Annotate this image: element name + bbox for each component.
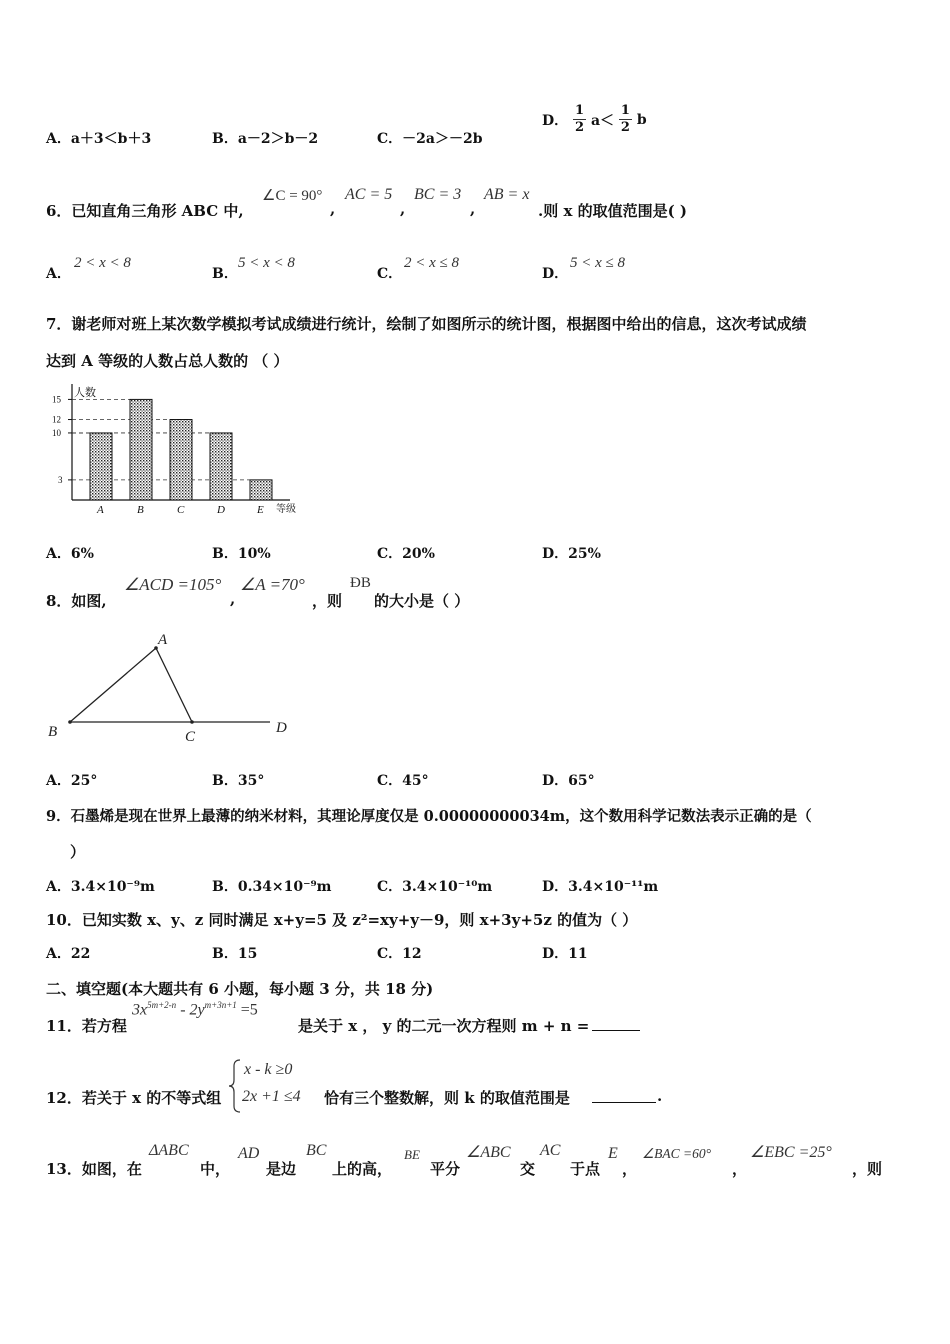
q12-inequality-2: 2x +1 ≤4 bbox=[242, 1088, 301, 1105]
bar-D bbox=[210, 433, 232, 500]
bar-chart bbox=[44, 382, 306, 520]
q10-option-c: C．12 bbox=[377, 946, 422, 962]
q8-option-b: B．35° bbox=[212, 773, 265, 789]
q13-part-8: ， bbox=[622, 1160, 638, 1178]
q11-suffix: 是关于 x ， y 的二元一次方程则 m + n = bbox=[298, 1017, 590, 1035]
bar-A bbox=[90, 433, 112, 500]
q8-angle-a: ∠A =70° bbox=[240, 575, 305, 594]
q5-option-c: C．－2a＞－2b bbox=[377, 131, 483, 147]
y-tick-10: 10 bbox=[52, 427, 61, 438]
q6-option-c-math: 2 < x ≤ 8 bbox=[404, 255, 460, 271]
q9-option-b: B．0.34×10⁻⁹m bbox=[212, 879, 332, 895]
label-b: B bbox=[48, 724, 58, 740]
q9-option-d: D．3.4×10⁻¹¹m bbox=[542, 879, 659, 895]
q11-equation bbox=[132, 1000, 258, 1019]
q5-fraction-1 bbox=[573, 103, 586, 136]
point-b bbox=[68, 720, 72, 724]
q13-part-4: 上的高， bbox=[332, 1160, 393, 1178]
x-tick-B: B bbox=[137, 504, 144, 516]
q12-inequality-1: x - k ≥0 bbox=[244, 1061, 293, 1078]
q12-suffix: 恰有三个整数解，则 k 的取值范围是 bbox=[324, 1089, 570, 1107]
q13-bc: BC bbox=[306, 1142, 327, 1159]
q6-option-a-label: A． bbox=[46, 266, 71, 282]
q13-part-6: 交 bbox=[520, 1160, 536, 1178]
chart-bars bbox=[90, 399, 272, 500]
q5-option-d bbox=[542, 103, 647, 136]
y-tick-3: 3 bbox=[58, 474, 63, 485]
q8-suffix: 的大小是（ ） bbox=[374, 592, 470, 610]
label-d: D bbox=[276, 720, 287, 736]
q7-option-c: C．20% bbox=[377, 546, 435, 562]
q12-brace bbox=[228, 1058, 242, 1114]
q5-fraction-1-num: 1 bbox=[575, 103, 585, 118]
q10-stem: 10．已知实数 x、y、z 同时满足 x+y=5 及 z²=xy+y－9，则 x+3y+5z 的值为（ ） bbox=[46, 911, 638, 929]
q6-option-d-label: D． bbox=[542, 266, 569, 282]
q11-eq-part-1: 3x bbox=[132, 1001, 148, 1019]
q13-part-5: 平分 bbox=[430, 1160, 461, 1178]
q6-sep-2: , bbox=[400, 200, 406, 218]
point-c bbox=[190, 720, 194, 724]
q6-prefix: 6．已知直角三角形 ABC 中, bbox=[46, 202, 244, 220]
q6-option-c-label: C． bbox=[377, 266, 403, 282]
q6-option-b-label: B． bbox=[212, 266, 238, 282]
chart-x-ticks bbox=[96, 504, 264, 516]
q13-part-2: 中， bbox=[200, 1160, 231, 1178]
q9-stem-line-2: ） bbox=[70, 843, 86, 861]
q13-angle-abc: ∠ABC bbox=[466, 1144, 511, 1161]
q13-point-e: E bbox=[608, 1145, 618, 1162]
q7-stem-line-2: 达到 A 等级的人数占总人数的 （ ） bbox=[46, 352, 289, 370]
q10-option-a: A．22 bbox=[46, 946, 91, 962]
q6-cond-angle-c: ∠C = 90° bbox=[262, 188, 323, 204]
q7-option-d: D．25% bbox=[542, 546, 601, 562]
chart-y-ticks bbox=[52, 394, 72, 484]
q6-suffix: .则 x 的取值范围是( ) bbox=[538, 202, 688, 220]
q11-answer-blank[interactable] bbox=[592, 1016, 640, 1031]
q13-angle-ebc: ∠EBC =25° bbox=[750, 1144, 832, 1161]
q13-part-10: ，则 bbox=[852, 1160, 883, 1178]
q13-part-9: ， bbox=[732, 1160, 748, 1178]
q5-fraction-2-num: 1 bbox=[620, 103, 630, 118]
q8-mid: ，则 bbox=[312, 592, 343, 610]
q10-option-b: B．15 bbox=[212, 946, 258, 962]
bar-C bbox=[170, 420, 192, 500]
q8-option-a: A．25° bbox=[46, 773, 98, 789]
segment-ba bbox=[70, 648, 156, 722]
q6-cond-bc: BC = 3 bbox=[414, 186, 462, 203]
q12-answer-blank[interactable] bbox=[592, 1088, 656, 1103]
q6-option-b-math: 5 < x < 8 bbox=[238, 255, 295, 271]
q5-option-b: B．a－2＞b－2 bbox=[212, 131, 319, 147]
q10-option-d: D．11 bbox=[542, 946, 588, 962]
q13-triangle-abc: ΔABC bbox=[149, 1142, 189, 1159]
x-tick-E: E bbox=[257, 504, 264, 516]
q12-end: . bbox=[657, 1087, 663, 1105]
q5-fraction-2 bbox=[619, 103, 632, 136]
q8-prefix: 8．如图, bbox=[46, 592, 107, 610]
q5-option-a: A．a＋3＜b＋3 bbox=[46, 131, 152, 147]
x-axis-label: 等级 bbox=[276, 504, 296, 515]
q13-be: BE bbox=[404, 1147, 420, 1162]
q7-option-b: B．10% bbox=[212, 546, 271, 562]
q6-stem bbox=[46, 200, 244, 221]
q11-exponent-2: m+3n+1 bbox=[204, 1000, 237, 1010]
q6-cond-ab: AB = x bbox=[484, 186, 530, 203]
x-tick-C: C bbox=[177, 504, 185, 516]
q5-option-d-mid: a＜ bbox=[590, 112, 615, 129]
q11-eq-part-3: =5 bbox=[236, 1001, 258, 1019]
q6-option-d-math: 5 < x ≤ 8 bbox=[570, 255, 626, 271]
q11-exponent-1: 5m+2-n bbox=[147, 1000, 177, 1010]
q6-sep-3: , bbox=[470, 200, 476, 218]
x-tick-D: D bbox=[217, 504, 225, 516]
section-2-title: 二、填空题(本大题共有 6 小题，每小题 3 分，共 18 分) bbox=[46, 980, 434, 998]
q6-sep-1: , bbox=[330, 200, 336, 218]
q8-angle-b: ÐB bbox=[350, 575, 371, 591]
bar-B bbox=[130, 399, 152, 500]
q9-option-c: C．3.4×10⁻¹⁰m bbox=[377, 879, 493, 895]
segment-ac bbox=[156, 648, 192, 722]
y-tick-15: 15 bbox=[52, 394, 61, 405]
q13-part-7: 于点 bbox=[570, 1160, 601, 1178]
q8-option-d: D．65° bbox=[542, 773, 595, 789]
bar-E bbox=[250, 480, 272, 500]
q9-option-a: A．3.4×10⁻⁹m bbox=[46, 879, 155, 895]
q6-cond-ac: AC = 5 bbox=[345, 186, 393, 203]
q11-eq-part-2: - 2y bbox=[176, 1001, 205, 1019]
q5-option-d-suffix: b bbox=[636, 111, 647, 128]
q13-ad: AD bbox=[238, 1145, 260, 1162]
y-axis-label: 人数 bbox=[74, 387, 96, 399]
q7-stem-line-1: 7．谢老师对班上某次数学模拟考试成绩进行统计，绘制了如图所示的统计图，根据图中给出的信息，这次考试成绩 bbox=[46, 315, 807, 333]
triangle-figure bbox=[40, 626, 300, 750]
label-c: C bbox=[185, 729, 196, 745]
q11-prefix: 11．若方程 bbox=[46, 1017, 127, 1035]
q9-stem-line-1: 9．石墨烯是现在世界上最薄的纳米材料，其理论厚度仅是 0.00000000034m，这个数用科学记数法表示正确的是（ bbox=[46, 808, 812, 825]
q13-angle-bac: ∠BAC =60° bbox=[642, 1146, 711, 1161]
q5-fraction-1-den: 2 bbox=[575, 120, 585, 135]
label-a: A bbox=[158, 632, 168, 648]
q13-part-3: 是边 bbox=[266, 1160, 297, 1178]
q13-part-1: 13．如图，在 bbox=[46, 1160, 142, 1178]
q5-fraction-2-den: 2 bbox=[620, 120, 630, 135]
q8-angle-acd: ∠ACD =105° bbox=[124, 575, 222, 594]
q8-sep: , bbox=[230, 590, 236, 608]
y-tick-12: 12 bbox=[52, 414, 61, 425]
q5-option-d-label: D． bbox=[542, 112, 569, 129]
q8-option-c: C．45° bbox=[377, 773, 429, 789]
q12-prefix: 12．若关于 x 的不等式组 bbox=[46, 1089, 222, 1107]
q6-option-a-math: 2 < x < 8 bbox=[74, 255, 131, 271]
x-tick-A: A bbox=[97, 504, 104, 516]
q13-ac: AC bbox=[540, 1142, 561, 1159]
q7-option-a: A．6% bbox=[46, 546, 94, 562]
